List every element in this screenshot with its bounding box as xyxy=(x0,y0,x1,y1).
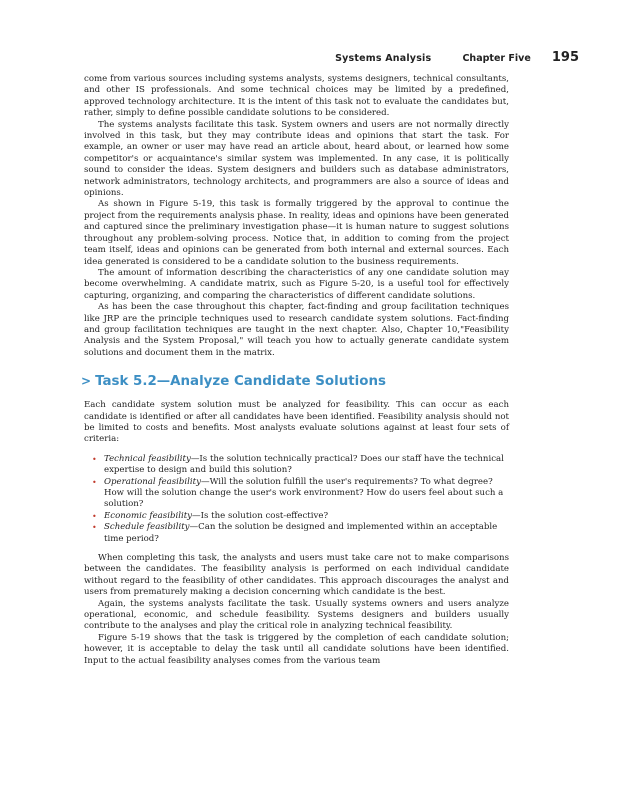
list-item xyxy=(92,511,509,522)
heading-text: Task 5.2—Analyze Candidate Solutions xyxy=(95,374,386,390)
criterion-term: Technical feasibility xyxy=(104,453,191,464)
criterion-text: —Is the solution cost-effective? xyxy=(192,510,329,521)
paragraph: Again, the systems analysts facilitate the task. Usually systems owners and users analyze operational, economic, and schedule feasibility. Systems designers and builders usually contribute to the analyses and play the critical role in analyzing technical feasibility. xyxy=(84,598,509,632)
section-heading xyxy=(81,373,509,390)
criterion-term: Economic feasibility xyxy=(104,510,193,521)
paragraph: The amount of information describing the characteristics of any one candidate solution may become overwhelming. A candidate matrix, such as Figure 5-20, is a useful tool for effectively capturing, organizing, and comparing the characteristics of different candidate solutions. xyxy=(84,267,509,301)
section-title: Systems Analysis xyxy=(335,53,432,64)
heading-arrow-icon: > xyxy=(81,374,92,389)
body-text xyxy=(81,74,509,667)
running-header xyxy=(335,46,579,65)
bullet-icon: • xyxy=(92,454,97,464)
bullet-icon: • xyxy=(92,477,97,487)
list-item xyxy=(92,522,509,545)
bullet-icon: • xyxy=(92,511,97,521)
page-number: 195 xyxy=(551,50,579,65)
feasibility-criteria-list xyxy=(92,454,509,545)
criterion-text: —Will the solution fulfill the user's requirements? To what degree? How will the solution change the user's work environment? How do users feel about such a solution? xyxy=(104,476,504,510)
paragraph: As has been the case throughout this chapter, fact-finding and group facilitation techniques like JRP are the principle techniques used to research candidate system solutions. Fact-finding and group facilitation techniques are taught in the next chapter. Also, Chapter 10,"Feasibility Analysis and the System Proposal," will teach you how to actually generate candidate system solutions and document them in the matrix. xyxy=(84,302,509,358)
bullet-icon: • xyxy=(92,523,97,533)
criterion-text: —Is the solution technically practical? Does our staff have the technical expertise to design and build this solution? xyxy=(104,453,504,476)
paragraph: come from various sources including systems analysts, systems designers, technical consultants, and other IS professionals. And some technical choices may be limited by a predefined, approved technology architecture. It is the intent of this task not to evaluate the candidates but, rather, simply to define possible candidate solutions to be considered. xyxy=(84,74,509,119)
chapter-label: Chapter Five xyxy=(462,53,531,64)
list-item xyxy=(92,454,509,477)
list-item xyxy=(92,477,509,511)
paragraph: Figure 5-19 shows that the task is triggered by the completion of each candidate solution; however, it is acceptable to delay the task until all candidate solutions have been identified. Input to the actual feasibility analyses comes from the various team xyxy=(84,632,509,666)
criterion-term: Operational feasibility xyxy=(104,476,201,487)
paragraph: Each candidate system solution must be analyzed for feasibility. This can occur as each candidate is identified or after all candidates have been identified. Feasibility analysis should not be limited to costs and benefits. Most analysts evaluate solutions against at least four sets of criteria: xyxy=(84,400,509,445)
criterion-term: Schedule feasibility xyxy=(104,522,190,533)
paragraph: As shown in Figure 5-19, this task is formally triggered by the approval to continue the project from the requirements analysis phase. In reality, ideas and opinions have been generated and captured since the preliminary investigation phase—it is human nature to suggest solutions throughout any problem-solving process. Notice that, in addition to coming from the project team itself, ideas and opinions can be generated from both internal and external sources. Each idea generated is considered to be a candidate solution to the business requirements. xyxy=(84,199,509,267)
paragraph: When completing this task, the analysts and users must take care not to make comparisons between the candidates. The feasibility analysis is performed on each individual candidate without regard to the feasibility of other candidates. This approach discourages the analyst and users from prematurely making a decision concerning which candidate is the best. xyxy=(84,553,509,598)
paragraph: The systems analysts facilitate this task. System owners and users are not normally directly involved in this task, but they may contribute ideas and opinions that start the task. For example, an owner or user may have read an article about, heard about, or learned how some competitor's or acquaintance's similar system was implemented. In any case, it is politically sound to consider the ideas. System designers and builders such as database administrators, network administrators, technology architects, and programmers are also a source of ideas and opinions. xyxy=(84,119,509,199)
criterion-text: —Can the solution be designed and implemented within an acceptable time period? xyxy=(104,522,498,544)
